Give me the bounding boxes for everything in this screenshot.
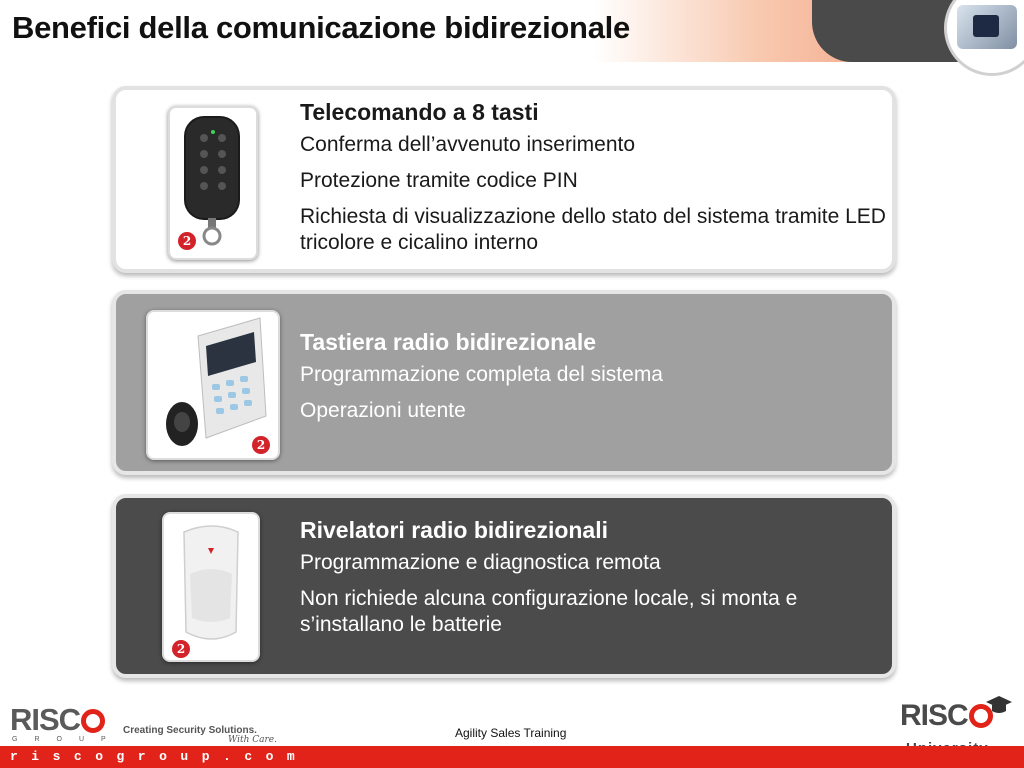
graduation-cap-icon xyxy=(984,694,1014,716)
brand-badge: 2 xyxy=(252,436,270,454)
card-bullet: Programmazione e diagnostica remota xyxy=(300,551,661,574)
card-bullet: Non richiede alcuna configurazione locale, si monta e s’installano le batterie xyxy=(300,587,798,636)
header-photo-device xyxy=(973,15,999,37)
tagline: Creating Security Solutions. xyxy=(123,725,257,736)
card-title: Tastiera radio bidirezionale xyxy=(300,329,597,355)
logo-subtitle: GROUP xyxy=(12,736,123,743)
detector-illustration xyxy=(164,514,258,660)
footer-center-text: Agility Sales Training xyxy=(455,726,567,740)
header-photo xyxy=(944,0,1024,76)
brand-badge: 2 xyxy=(178,232,196,250)
card-bullet: Operazioni utente xyxy=(300,399,466,422)
card-bullet: Conferma dell’avvenuto inserimento xyxy=(300,133,636,156)
card-keypad xyxy=(112,290,896,475)
card-title: Rivelatori radio bidirezionali xyxy=(300,517,609,543)
card-bullet: Programmazione completa del sistema xyxy=(300,363,663,386)
tagline-script: With Care. xyxy=(228,735,277,745)
risco-group-logo xyxy=(10,702,123,744)
card-keyfob xyxy=(112,86,896,273)
slide-title: Benefici della comunicazione bidirezionale xyxy=(12,10,630,45)
risco-university-logo xyxy=(900,700,993,732)
brand-badge: 2 xyxy=(172,640,190,658)
card-detector xyxy=(112,494,896,678)
wireless-keypad-image xyxy=(146,310,280,460)
footer-url: riscogroup.com xyxy=(10,749,309,764)
card-bullet: Richiesta di visualizzazione dello stato del sistema tramite LED tricolore e cicalino interno xyxy=(300,205,886,254)
logo-wordmark: RISC xyxy=(10,702,81,737)
logo-o-ring-icon xyxy=(81,709,105,733)
keyfob-remote-image xyxy=(168,106,258,260)
pir-detector-image xyxy=(162,512,260,662)
card-bullet: Protezione tramite codice PIN xyxy=(300,169,578,192)
logo-wordmark: RISC xyxy=(900,699,968,732)
card-title: Telecomando a 8 tasti xyxy=(300,99,539,125)
